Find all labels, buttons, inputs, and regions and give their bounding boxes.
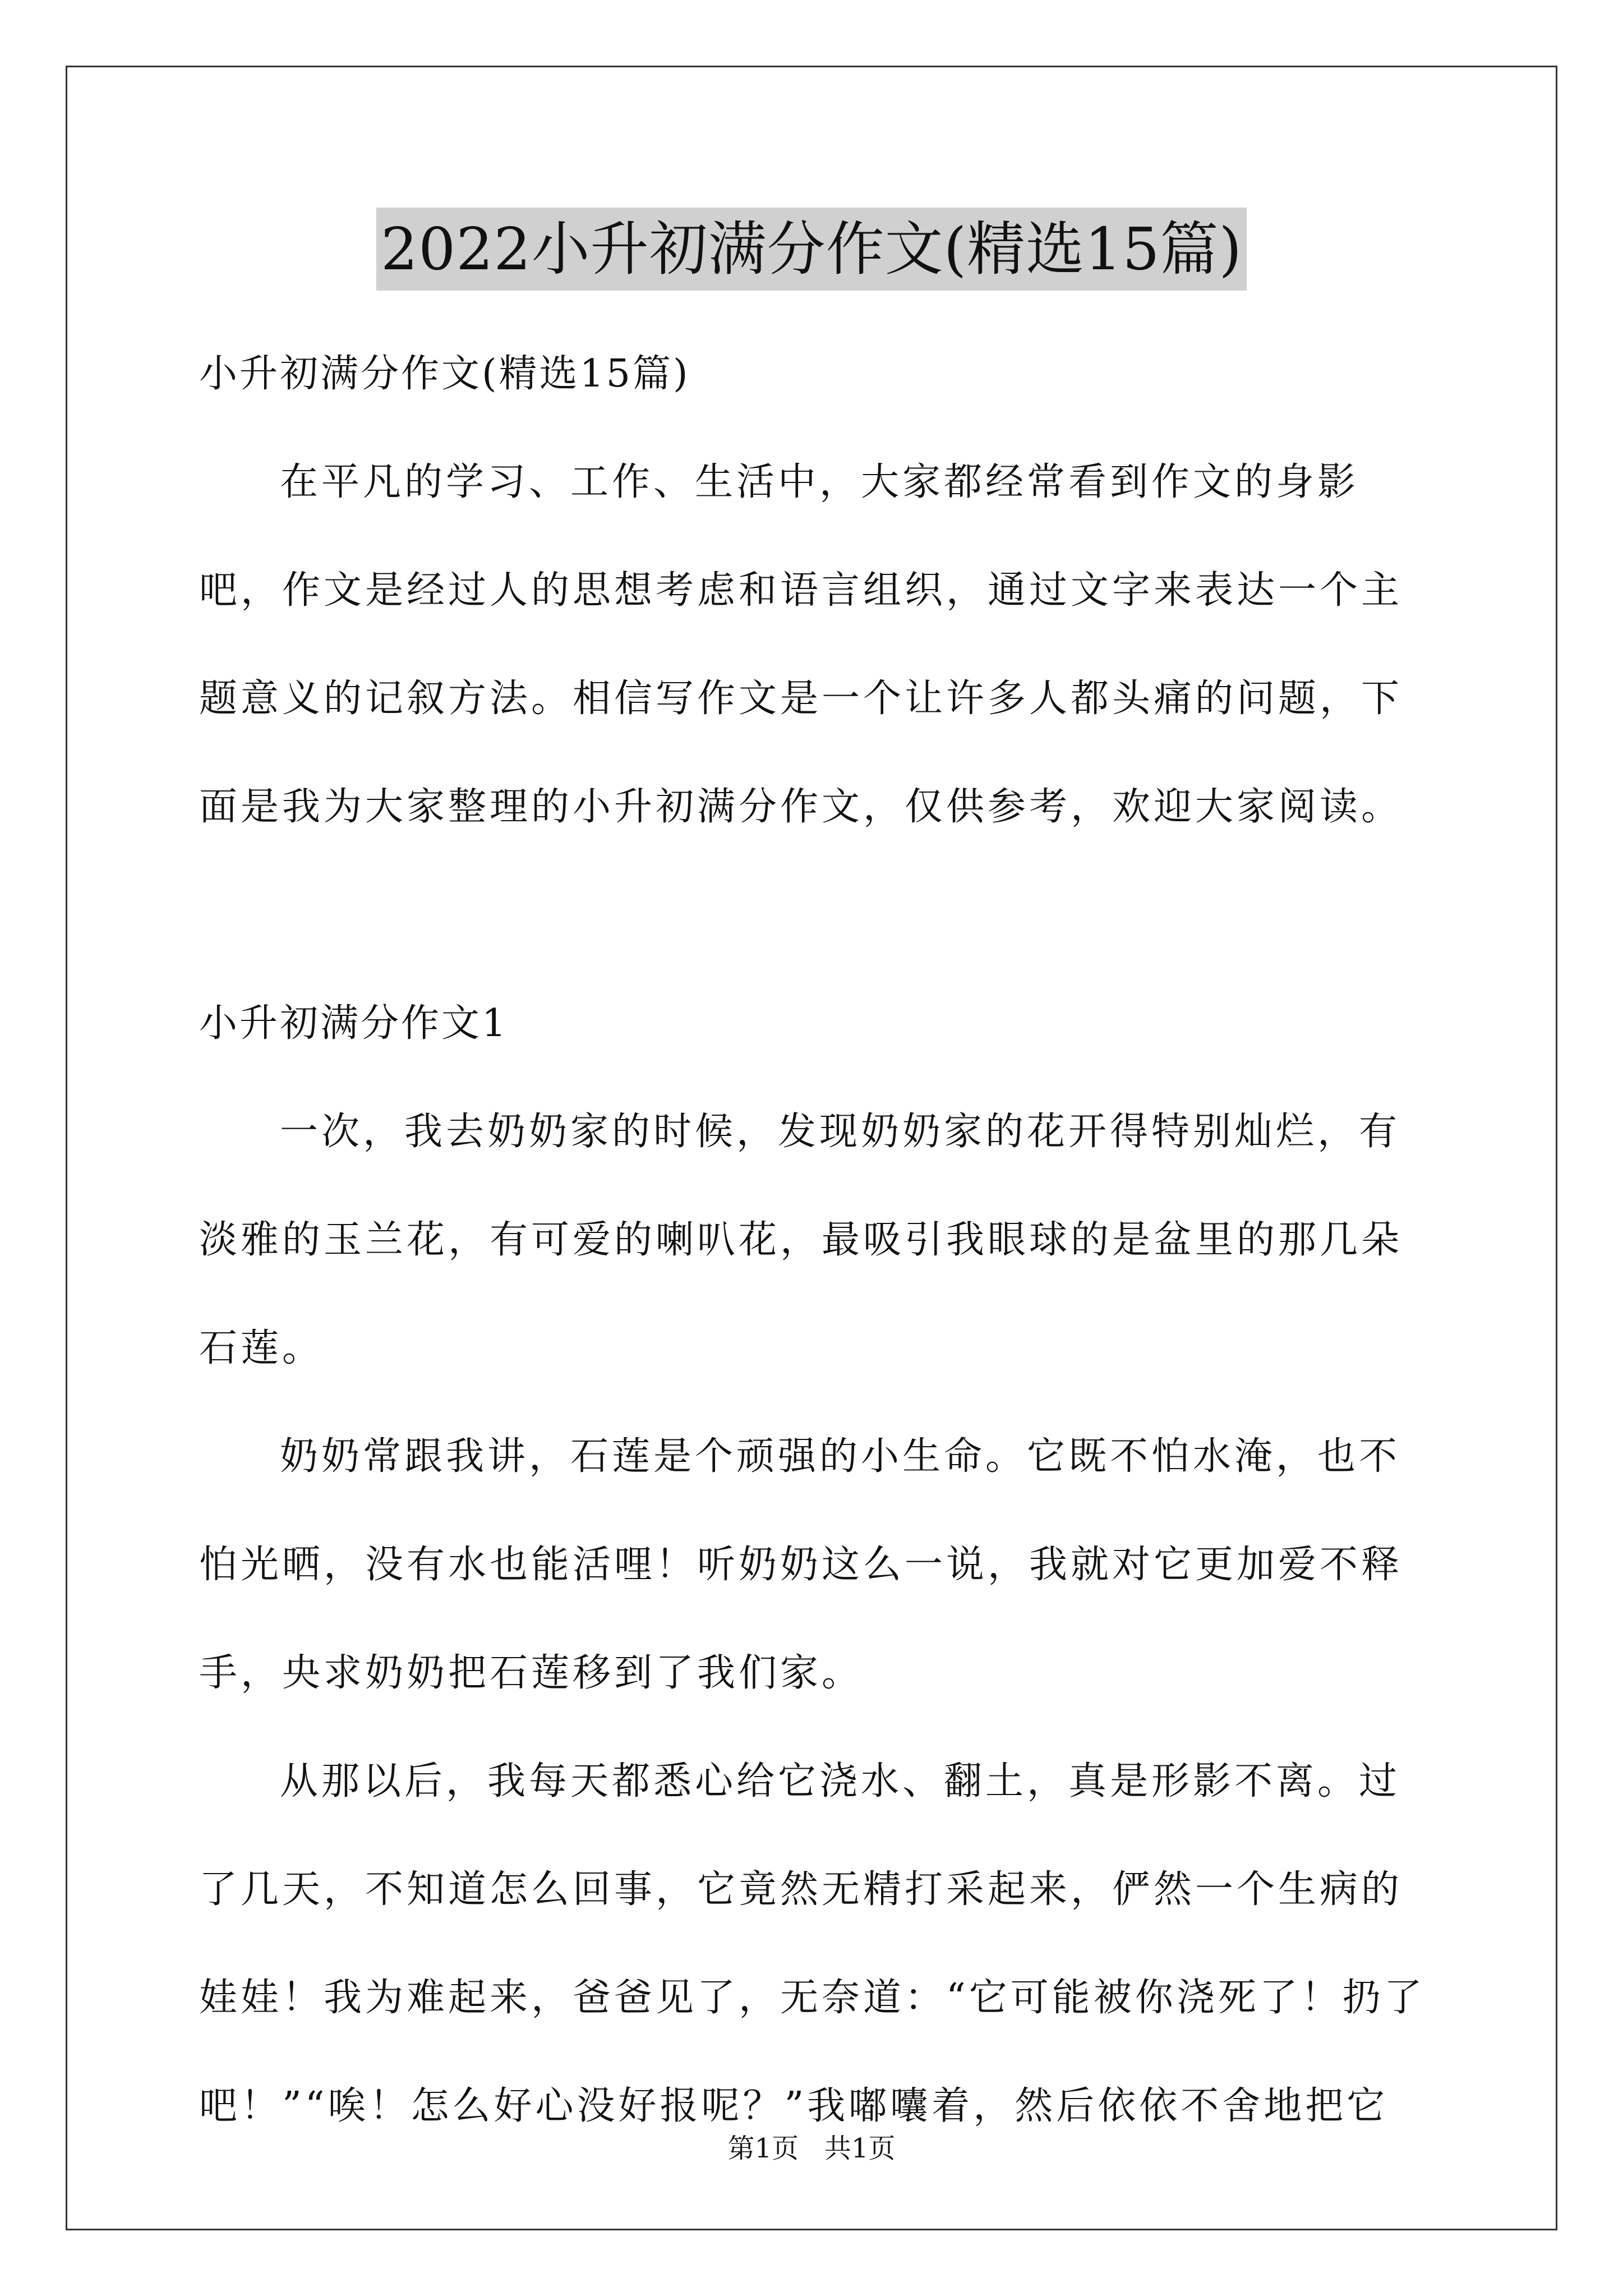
section-heading: 小升初满分作文1 [199, 1001, 509, 1046]
document-subtitle: 小升初满分作文(精选15篇) [199, 352, 690, 396]
title-container [0, 208, 1623, 291]
section-paragraph-3: 从那以后，我每天都悉心给它浇水、翻土，真是形影不离。过了几天，不知道怎么回事，它竟然无精打采起来，俨然一个生病的娃娃！我为难起来，爸爸见了，无奈道：“它可能被你浇死了！扔了吧！”“唉！怎么好心没好报呢？”我嘟囔着，然后依依不舍地把它 [199, 1759, 1426, 2128]
page-footer: 第1页 共1页 [727, 2133, 896, 2164]
document-body [199, 320, 1427, 2160]
section-paragraph-1: 一次，我去奶奶家的时候，发现奶奶家的花开得特别灿烂，有淡雅的玉兰花，有可爱的喇叭花，最吸引我眼球的是盆里的那几朵石莲。 [199, 1110, 1403, 1370]
intro-paragraph: 在平凡的学习、工作、生活中，大家都经常看到作文的身影吧，作文是经过人的思想考虑和语言组织，通过文字来表达一个主题意义的记叙方法。相信写作文是一个让许多人都头痛的问题，下面是我为大家整理的小升初满分作文，仅供参考，欢迎大家阅读。 [199, 460, 1403, 829]
section-paragraph-2: 奶奶常跟我讲，石莲是个顽强的小生命。它既不怕水淹，也不怕光晒，没有水也能活哩！听奶奶这么一说，我就对它更加爱不释手，央求奶奶把石莲移到了我们家。 [199, 1434, 1403, 1695]
document-title: 2022小升初满分作文(精选15篇) [376, 208, 1247, 291]
